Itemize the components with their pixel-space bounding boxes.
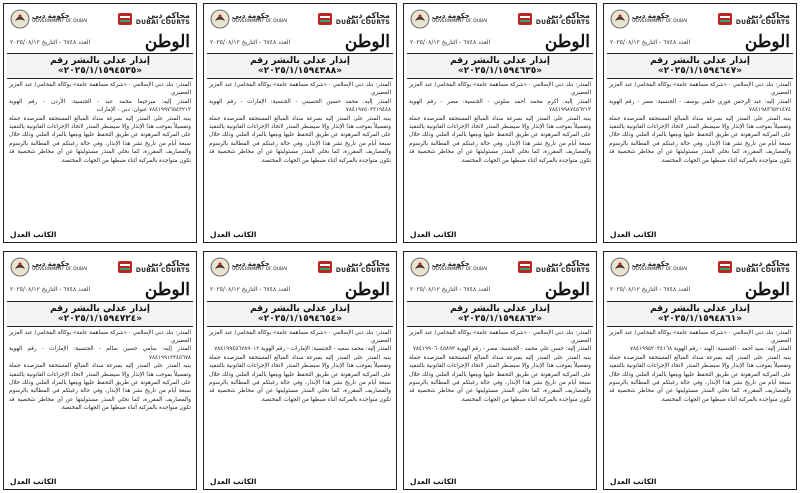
dubai-courts-emblem-icon <box>517 259 533 275</box>
notice-text: ينبه المنذر على المنذر إليه بسرعة سداد المبالغ المستحقة المترصدة جملة وتفصيلاً بموجب هذا الإنذار وإلا سيضطر المنذر لاتخاذ الإجراءات القانونية بالتنفيذ على المركبة المرهونة عن طريق التحفظ عليها وبيعها بالمزاد العلني وذلك خلال سبعة أيام من تاريخ نشر هذا الإنذار، وفي حالة رغبتكم في المطالبة بالرسوم والمصاريف المقررة، كما نخلي المنذر مسئوليتها عن أي مخاطر شخصية قد تكون متواجدة بالمركبة أثناء ضبطها من الجهات المختصة. <box>609 115 791 164</box>
notice-respondent: المنذر إليه: حسن علي محمد - الجنسية: مصر - رقم الهوية ٧٨٤١٩٩٠٦٠٤٥٨٩٣ <box>412 346 591 353</box>
notice-claimant: المنذر: بنك دبي الإسلامي - «شركة مساهمة عامة» بوكالة المحامي/ عبد العزيز العضيري <box>609 329 791 344</box>
issue-info: العدد ٦٧٤٨ - التاريخ ٢٠٢٥/٠٨/١٢ <box>610 38 691 46</box>
legal-notice <box>3 3 197 243</box>
falcon-emblem-icon <box>410 9 430 29</box>
government-name-ar: حكومة دبي <box>32 259 70 268</box>
notice-claimant: المنذر: بنك دبي الإسلامي - «شركة مساهمة عامة» بوكالة المحامي/ عبد العزيز العضيري <box>409 329 591 344</box>
notice-text: ينبه المنذر على المنذر إليه بسرعة سداد المبالغ المستحقة المترصدة جملة وتفصيلاً بموجب هذا الإنذار وإلا سيضطر المنذر لاتخاذ الإجراءات القانونية بالتنفيذ على المركبة المرهونة عن طريق التحفظ عليها وبيعها بالمزاد العلني وذلك خلال سبعة أيام من تاريخ نشر هذا الإنذار، وفي حالة رغبتكم في المطالبة بالرسوم والمصاريف المقررة، كما نخلي المنذر مسئوليتها عن أي مخاطر شخصية قد تكون متواجدة بالمركبة أثناء ضبطها من الجهات المختصة. <box>409 115 591 164</box>
government-name-ar: حكومة دبي <box>432 12 470 21</box>
government-logo <box>610 257 687 277</box>
notice-title: إنذار عدلي بالنشر رقم «٢٠٢٥/١/١٥٩٤٦٥٤» <box>207 301 393 327</box>
notice-body <box>604 79 796 230</box>
government-name-ar: حكومة دبي <box>32 12 70 21</box>
notice-body <box>204 79 396 230</box>
dubai-courts-emblem-icon <box>317 259 333 275</box>
issue-info: العدد ٦٧٤٨ - التاريخ ٢٠٢٥/٠٨/١٢ <box>410 286 491 293</box>
government-name-en: GOVERNMENT OF DUBAI <box>232 266 288 272</box>
notary-signoff: الكاتب العدل <box>210 477 257 486</box>
notice-text: ينبه المنذر على المنذر إليه بسرعة سداد المبالغ المستحقة المترصدة جملة وتفصيلاً بموجب هذا الإنذار وإلا سيضطر المنذر لاتخاذ الإجراءات القانونية بالتنفيذ على المركبة المرهونة عن طريق التحفظ عليها وبيعها بالمزاد العلني وذلك خلال سبعة أيام من تاريخ نشر هذا الإنذار، وفي حالة رغبتكم في المطالبة بالرسوم والمصاريف المقررة، كما نخلي المنذر مسئوليتها عن أي مخاطر شخصية قد تكون متواجدة بالمركبة أثناء ضبطها من الجهات المختصة. <box>9 115 191 164</box>
government-name-en: GOVERNMENT OF DUBAI <box>432 19 488 25</box>
government-logo <box>410 257 487 277</box>
notice-title: إنذار عدلي بالنشر رقم «٢٠٢٥/١/١٥٩٤٦٤٧» <box>607 53 793 79</box>
notice-title: إنذار عدلي بالنشر رقم «٢٠٢٥/١/١٥٩٤٥٣٥» <box>7 53 193 79</box>
notice-body <box>4 327 196 478</box>
government-name-ar: حكومة دبي <box>632 12 670 21</box>
court-name-en: DUBAI COURTS <box>135 266 190 274</box>
court-name-ar: محاكم دبي <box>147 11 190 20</box>
notice-body <box>604 327 796 478</box>
issue-info: العدد ٦٧٤٨ - التاريخ ٢٠٢٥/٠٨/١٢ <box>210 286 291 293</box>
dubai-courts-emblem-icon <box>117 11 133 27</box>
logo-row <box>4 252 196 280</box>
logo-row <box>204 4 396 32</box>
court-name-ar: محاكم دبي <box>347 258 390 268</box>
notice-respondent: المنذر إليه: ميرجيما محمد عبد - الجنسية: الأردن - رقم الهوية ٧٨٤١٩٩٧٦٥٤٣٢١٢ عنوان: دبي - الإمارات <box>9 98 191 114</box>
notice-claimant: المنذر: بنك دبي الإسلامي - «شركة مساهمة عامة» بوكالة المحامي/ عبد العزيز العضيري <box>409 82 591 97</box>
issue-info: العدد ٦٧٤٨ - التاريخ ٢٠٢٥/٠٨/١٢ <box>410 38 491 46</box>
logo-row <box>4 4 196 32</box>
dubai-courts-logo <box>117 11 190 27</box>
legal-notice <box>603 251 797 491</box>
government-name-en: GOVERNMENT OF DUBAI <box>632 266 688 272</box>
notice-text: ينبه المنذر على المنذر إليه بسرعة سداد المبالغ المستحقة المترصدة جملة وتفصيلاً بموجب هذا الإنذار وإلا سيضطر المنذر لاتخاذ الإجراءات القانونية بالتنفيذ على المركبة المرهونة عن طريق التحفظ عليها وبيعها بالمزاد العلني وذلك خلال سبعة أيام من تاريخ نشر هذا الإنذار، وفي حالة رغبتكم في المطالبة بالرسوم والمصاريف المقررة، كما نخلي المنذر مسئوليتها عن أي مخاطر شخصية قد تكون متواجدة بالمركبة أثناء ضبطها من الجهات المختصة. <box>209 354 391 403</box>
notary-signoff: الكاتب العدل <box>610 229 657 239</box>
government-name-ar: حكومة دبي <box>232 259 270 268</box>
legal-notice <box>203 3 397 243</box>
dubai-courts-logo <box>317 11 390 27</box>
notice-respondent: المنذر إليه: عبد الرحمن فوزي حلمي يوسف - الجنسية: مصر - رقم الهوية ٧٨٤١٩٨٣٦٥٢١٤٧٤ <box>609 98 791 114</box>
notice-body <box>404 79 596 230</box>
dubai-courts-emblem-icon <box>317 11 333 27</box>
falcon-emblem-icon <box>210 257 230 277</box>
masthead-row <box>204 280 396 300</box>
court-name-en: DUBAI COURTS <box>535 266 590 274</box>
dubai-courts-emblem-icon <box>717 259 733 275</box>
notary-signoff: الكاتب العدل <box>10 229 57 239</box>
court-name-ar: محاكم دبي <box>147 258 190 268</box>
government-name-en: GOVERNMENT OF DUBAI <box>432 266 488 272</box>
notice-body <box>204 327 396 478</box>
notice-title: إنذار عدلي بالنشر رقم «٢٠٢٥/١/١٥٩٤٣٨٨» <box>207 53 393 79</box>
notice-text: ينبه المنذر على المنذر إليه بسرعة سداد المبالغ المستحقة المترصدة جملة وتفصيلاً بموجب هذا الإنذار وإلا سيضطر المنذر لاتخاذ الإجراءات القانونية بالتنفيذ على المركبة المرهونة عن طريق التحفظ عليها وبيعها بالمزاد العلني وذلك خلال سبعة أيام من تاريخ نشر هذا الإنذار، وفي حالة رغبتكم في المطالبة بالرسوم والمصاريف المقررة، كما نخلي المنذر مسئوليتها عن أي مخاطر شخصية قد تكون متواجدة بالمركبة أثناء ضبطها من الجهات المختصة. <box>609 354 791 403</box>
government-logo <box>210 257 287 277</box>
logo-row <box>404 4 596 32</box>
notice-respondent: المنذر إليه: محمد حسين الحسيني - الجنسية: الإمارات - رقم الهوية ٧٨٤١٩٧٥٠٣٢١٩٤٤٨ <box>209 98 391 114</box>
masthead-row <box>4 32 196 52</box>
falcon-emblem-icon <box>210 9 230 29</box>
legal-notice <box>203 251 397 491</box>
notice-respondent: المنذر إليه: أكرم محمد أحمد سلوني - الجنسية: مصر - رقم الهوية ٧٨٤١٩٩٨٧٤٥٦٢١٣ <box>409 98 591 114</box>
court-name-ar: محاكم دبي <box>747 258 790 268</box>
masthead-row <box>204 32 396 52</box>
dubai-courts-emblem-icon <box>717 11 733 27</box>
falcon-emblem-icon <box>10 257 30 277</box>
newspaper-name: الوطن <box>144 279 190 300</box>
notice-title: إنذار عدلي بالنشر رقم «٢٠٢٥/١/١٥٩٤٨٦٢» <box>407 301 593 327</box>
issue-info: العدد ٦٧٤٨ - التاريخ ٢٠٢٥/٠٨/١٢ <box>10 286 91 293</box>
newspaper-name: الوطن <box>144 32 190 52</box>
government-name-en: GOVERNMENT OF DUBAI <box>32 19 88 25</box>
court-name-en: DUBAI COURTS <box>135 19 190 26</box>
notice-text: ينبه المنذر على المنذر إليه بسرعة سداد المبالغ المستحقة المترصدة جملة وتفصيلاً بموجب هذا الإنذار وإلا سيضطر المنذر لاتخاذ الإجراءات القانونية بالتنفيذ على المركبة المرهونة عن طريق التحفظ عليها وبيعها بالمزاد العلني وذلك خلال سبعة أيام من تاريخ نشر هذا الإنذار، وفي حالة رغبتكم في المطالبة بالرسوم والمصاريف المقررة، كما نخلي المنذر مسئوليتها عن أي مخاطر شخصية قد تكون متواجدة بالمركبة أثناء ضبطها من الجهات المختصة. <box>209 115 391 164</box>
notice-claimant: المنذر: بنك دبي الإسلامي - «شركة مساهمة عامة» بوكالة المحامي/ عبد العزيز العضيري <box>209 329 391 344</box>
notice-claimant: المنذر: بنك دبي الإسلامي - «شركة مساهمة عامة» بوكالة المحامي/ عبد العزيز العضيري <box>9 329 191 344</box>
notice-respondent: المنذر إليه: محمد سعيد - الجنسية: الإمارات - رقم الهوية ٧٨٤١٩٩٤٥٦٧٨٩٠١٢ <box>214 346 391 353</box>
issue-info: العدد ٦٧٤٨ - التاريخ ٢٠٢٥/٠٨/١٢ <box>610 286 691 293</box>
logo-row <box>204 252 396 280</box>
government-logo <box>10 257 87 277</box>
court-name-en: DUBAI COURTS <box>735 19 790 26</box>
government-name-ar: حكومة دبي <box>632 259 670 268</box>
notary-signoff: الكاتب العدل <box>610 477 657 486</box>
court-name-en: DUBAI COURTS <box>335 19 390 26</box>
masthead-row <box>404 32 596 52</box>
notice-respondent: المنذر إليه: سامي حسين سالم - الجنسية: الإمارات - رقم الهوية ٧٨٤١٩٩١٢٣٤٥٦٧٨ <box>9 346 191 361</box>
government-logo <box>410 9 487 29</box>
government-logo <box>210 9 287 29</box>
notary-signoff: الكاتب العدل <box>210 229 257 239</box>
notice-respondent: المنذر إليه: سيد أحمد - الجنسية: الهند - رقم الهوية ٧٨٤١٩٩٥٢٠٣٤١٦٨ <box>630 346 791 353</box>
court-name-en: DUBAI COURTS <box>335 266 390 274</box>
government-logo <box>610 9 687 29</box>
falcon-emblem-icon <box>610 257 630 277</box>
government-name-en: GOVERNMENT OF DUBAI <box>32 266 88 272</box>
notice-text: ينبه المنذر على المنذر إليه بسرعة سداد المبالغ المستحقة المترصدة جملة وتفصيلاً بموجب هذا الإنذار وإلا سيضطر المنذر لاتخاذ الإجراءات القانونية بالتنفيذ على المركبة المرهونة عن طريق التحفظ عليها وبيعها بالمزاد العلني وذلك خلال سبعة أيام من تاريخ نشر هذا الإنذار، وفي حالة رغبتكم في المطالبة بالرسوم والمصاريف المقررة، كما نخلي المنذر مسئوليتها عن أي مخاطر شخصية قد تكون متواجدة بالمركبة أثناء ضبطها من الجهات المختصة. <box>9 363 191 412</box>
legal-notice <box>3 251 197 491</box>
dubai-courts-logo <box>517 11 590 27</box>
court-name-en: DUBAI COURTS <box>535 19 590 26</box>
court-name-ar: محاكم دبي <box>747 11 790 20</box>
falcon-emblem-icon <box>10 9 30 29</box>
government-logo <box>10 9 87 29</box>
notice-claimant: المنذر: بنك دبي الإسلامي - «شركة مساهمة عامة» بوكالة المحامي/ عبد العزيز العضيري <box>609 82 791 97</box>
legal-notice <box>603 3 797 243</box>
logo-row <box>404 252 596 280</box>
dubai-courts-logo <box>717 259 790 275</box>
dubai-courts-logo <box>117 259 190 275</box>
notary-signoff: الكاتب العدل <box>410 477 457 486</box>
court-name-ar: محاكم دبي <box>547 258 590 268</box>
dubai-courts-logo <box>317 259 390 275</box>
dubai-courts-logo <box>517 259 590 275</box>
newspaper-name: الوطن <box>344 32 390 52</box>
issue-info: العدد ٦٧٤٨ - التاريخ ٢٠٢٥/٠٨/١٢ <box>210 38 291 46</box>
masthead-row <box>604 32 796 52</box>
falcon-emblem-icon <box>610 9 630 29</box>
newspaper-name: الوطن <box>344 279 390 300</box>
logo-row <box>604 4 796 32</box>
notice-title: إنذار عدلي بالنشر رقم «٢٠٢٥/١/١٥٩٤٧٢٤» <box>7 301 193 327</box>
notice-text: ينبه المنذر على المنذر إليه بسرعة سداد المبالغ المستحقة المترصدة جملة وتفصيلاً بموجب هذا الإنذار وإلا سيضطر المنذر لاتخاذ الإجراءات القانونية بالتنفيذ على المركبة المرهونة عن طريق التحفظ عليها وبيعها بالمزاد العلني وذلك خلال سبعة أيام من تاريخ نشر هذا الإنذار، وفي حالة رغبتكم في المطالبة بالرسوم والمصاريف المقررة، كما نخلي المنذر مسئوليتها عن أي مخاطر شخصية قد تكون متواجدة بالمركبة أثناء ضبطها من الجهات المختصة. <box>409 354 591 403</box>
notary-signoff: الكاتب العدل <box>410 229 457 239</box>
notice-body <box>4 79 196 230</box>
government-name-ar: حكومة دبي <box>432 259 470 268</box>
masthead-row <box>604 280 796 300</box>
notary-signoff: الكاتب العدل <box>10 477 57 486</box>
newspaper-name: الوطن <box>744 279 790 300</box>
notice-body <box>404 327 596 478</box>
court-name-en: DUBAI COURTS <box>735 266 790 274</box>
legal-notice <box>403 3 597 243</box>
dubai-courts-emblem-icon <box>517 11 533 27</box>
masthead-row <box>404 280 596 300</box>
government-name-en: GOVERNMENT OF DUBAI <box>632 19 688 25</box>
newspaper-name: الوطن <box>744 32 790 52</box>
dubai-courts-emblem-icon <box>117 259 133 275</box>
falcon-emblem-icon <box>410 257 430 277</box>
court-name-ar: محاكم دبي <box>347 11 390 20</box>
dubai-courts-logo <box>717 11 790 27</box>
notice-title: إنذار عدلي بالنشر رقم «٢٠٢٥/١/١٥٩٤٨٦١» <box>607 301 793 327</box>
court-name-ar: محاكم دبي <box>547 11 590 20</box>
notice-title: إنذار عدلي بالنشر رقم «٢٠٢٥/١/١٥٩٤٦٣٥» <box>407 53 593 79</box>
legal-notice <box>403 251 597 491</box>
logo-row <box>604 252 796 280</box>
notice-claimant: المنذر: بنك دبي الإسلامي - «شركة مساهمة عامة» بوكالة المحامي/ عبد العزيز العضيري <box>9 82 191 97</box>
notice-claimant: المنذر: بنك دبي الإسلامي - «شركة مساهمة عامة» بوكالة المحامي/ عبد العزيز العضيري <box>209 82 391 97</box>
masthead-row <box>4 280 196 300</box>
newspaper-name: الوطن <box>544 32 590 52</box>
newspaper-name: الوطن <box>544 279 590 300</box>
government-name-ar: حكومة دبي <box>232 12 270 21</box>
issue-info: العدد ٦٧٤٨ - التاريخ ٢٠٢٥/٠٨/١٢ <box>10 38 91 46</box>
government-name-en: GOVERNMENT OF DUBAI <box>232 19 288 25</box>
